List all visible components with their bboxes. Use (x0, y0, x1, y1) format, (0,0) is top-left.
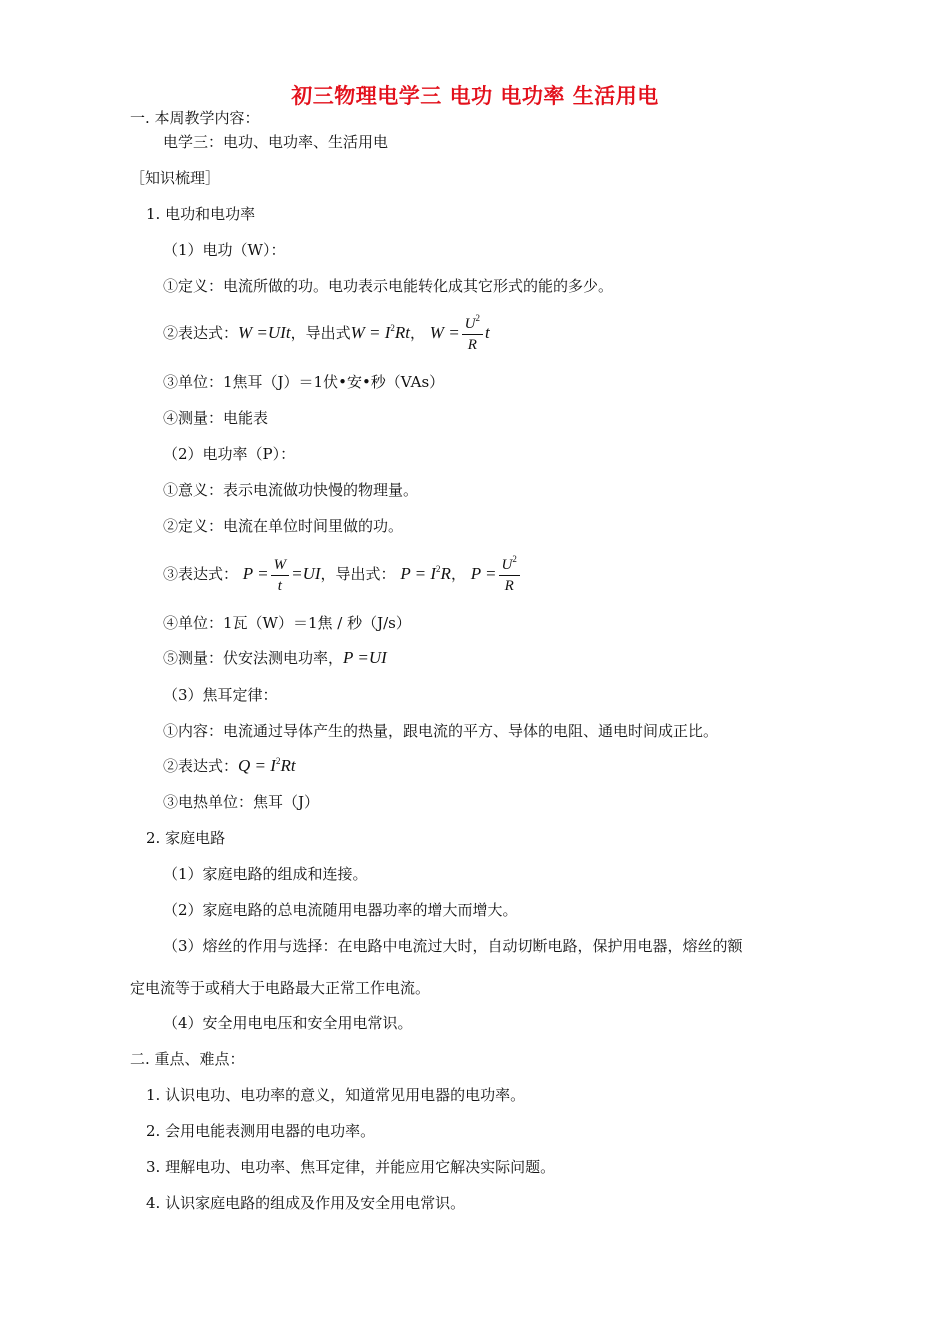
formula-p-u2-over-r: P = $\frac{U^2}{R}$ (471, 564, 522, 583)
formula-p-i2r: $P = I^2R$ (400, 564, 451, 583)
electric-work-expression: ②表达式：W =UIt，导出式$W = I^2Rt$， W = $\frac{U^2}{R}$ t (163, 312, 490, 353)
formula-w-i2rt: $W = I^2Rt$ (350, 323, 410, 342)
joule-law-heading: （3）焦耳定律： (163, 686, 278, 704)
teaching-content: 电学三：电功、电功率、生活用电 (163, 133, 389, 151)
joule-law-expression: ②表达式：$Q = I^2Rt$ (163, 756, 296, 775)
household-circuit-item-3-line-2: 定电流等于或稍大于电路最大正常工作电流。 (130, 979, 431, 997)
derived-label: ，导出式 (290, 324, 351, 342)
formula-q-i2rt: $Q = I^2Rt$ (238, 756, 296, 775)
household-circuit-item-3-line-1: （3）熔丝的作用与选择：在电路中电流过大时，自动切断电路，保护用电器，熔丝的额 (163, 937, 743, 955)
page-title: 初三物理电学三 电功 电功率 生活用电 (291, 84, 659, 108)
derived-label: ，导出式： (320, 565, 396, 583)
electric-power-definition: ②定义：电流在单位时间里做的功。 (163, 517, 404, 535)
electric-work-definition: ①定义：电流所做的功。电功表示电能转化成其它形式的能的多少。 (163, 277, 614, 295)
electric-power-measurement: ⑤测量：伏安法测电功率，P =UI (163, 648, 387, 667)
formula-w-u2-over-r-t: W = $\frac{U^2}{R}$ t (429, 312, 490, 353)
formula-w-uit: W =UIt (238, 323, 291, 342)
expression-label: ②表达式： (163, 324, 239, 342)
expression-label: ③表达式： (163, 565, 239, 583)
formula-p-ui: P =UI (343, 648, 387, 667)
knowledge-heading: ［知识梳理］ (130, 169, 221, 187)
key-point-item: 2. 会用电能表测用电器的电功率。 (146, 1122, 376, 1140)
joule-law-content: ①内容：电流通过导体产生的热量，跟电流的平方、导体的电阻、通电时间成正比。 (163, 722, 719, 740)
household-circuit-item-2: （2）家庭电路的总电流随用电器功率的增大而增大。 (163, 901, 518, 919)
electric-power-meaning: ①意义：表示电流做功快慢的物理量。 (163, 481, 419, 499)
topic-electric-work-power: 1. 电功和电功率 (146, 205, 256, 223)
electric-power-unit: ④单位：1瓦（W）＝1焦 / 秒（J/s） (163, 614, 411, 632)
key-point-item: 1. 认识电功、电功率的意义，知道常见用电器的电功率。 (146, 1086, 526, 1104)
electric-work-measurement: ④测量：电能表 (163, 409, 269, 427)
formula-p-w-over-t-ui: P = $\frac{W}{t}$ =UI (242, 556, 321, 594)
topic-household-circuit: 2. 家庭电路 (146, 829, 226, 847)
key-point-item: 4. 认识家庭电路的组成及作用及安全用电常识。 (146, 1194, 466, 1212)
section-one-heading: 一. 本周教学内容： (130, 109, 260, 127)
household-circuit-item-4: （4）安全用电电压和安全用电常识。 (163, 1014, 413, 1032)
electric-power-heading: （2）电功率（P）： (163, 445, 296, 463)
household-circuit-item-1: （1）家庭电路的组成和连接。 (163, 865, 368, 883)
electric-work-unit: ③单位：1焦耳（J）＝1伏•安•秒（VAs） (163, 373, 445, 391)
section-two-heading: 二. 重点、难点： (130, 1050, 245, 1068)
joule-heat-unit: ③电热单位：焦耳（J） (163, 793, 320, 811)
key-point-item: 3. 理解电功、电功率、焦耳定律，并能应用它解决实际问题。 (146, 1158, 556, 1176)
electric-power-expression: ③表达式： P = $\frac{W}{t}$ =UI，导出式： $P = I^2R$， P = $\frac{U^2}{R}$ (163, 552, 522, 598)
electric-work-heading: （1）电功（W）： (163, 241, 286, 259)
